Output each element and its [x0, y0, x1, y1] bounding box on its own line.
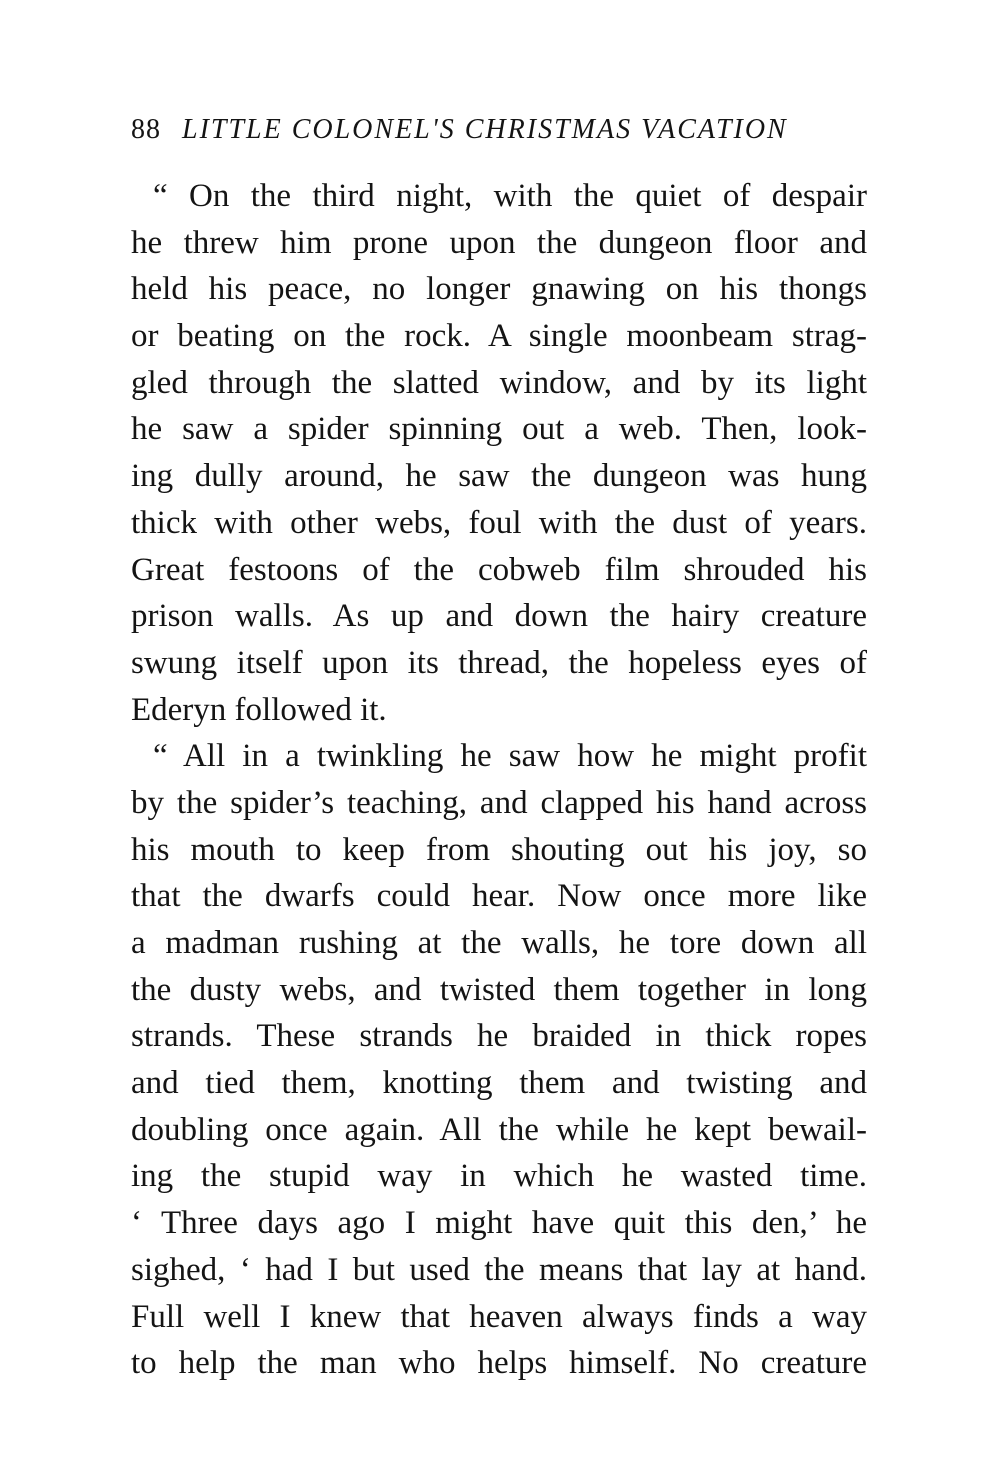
paragraph-2: [131, 733, 867, 1387]
text-line: Full well I knew that heaven always finds a way: [131, 1298, 867, 1335]
text-line: by the spider’s teaching, and clapped his hand across: [131, 784, 867, 821]
text-line: “ All in a twinkling he saw how he might profit: [153, 738, 867, 775]
page-number: 88: [131, 114, 161, 145]
text-line: and tied them, knotting them and twisting and: [131, 1065, 867, 1102]
text-line: held his peace, no longer gnawing on his thongs: [131, 271, 867, 308]
text-line: doubling once again. All the while he kept bewail-: [131, 1111, 867, 1148]
text-line: swung itself upon its thread, the hopeless eyes of: [131, 644, 867, 681]
text-line: his mouth to keep from shouting out his joy, so: [131, 831, 867, 868]
text-line: ‘ Three days ago I might have quit this den,’ he: [131, 1205, 867, 1242]
text-line: he saw a spider spinning out a web. Then, look-: [131, 411, 867, 448]
text-line: Great festoons of the cobweb film shrouded his: [131, 551, 867, 588]
running-title: LITTLE COLONEL'S CHRISTMAS VACATION: [182, 114, 788, 145]
text-line: a madman rushing at the walls, he tore down all: [131, 925, 867, 961]
paragraph-1: [131, 173, 867, 733]
text-line: or beating on the rock. A single moonbeam strag-: [131, 318, 867, 355]
text-line: to help the man who helps himself. No creature: [131, 1345, 867, 1382]
text-line: prison walls. As up and down the hairy creature: [131, 598, 867, 635]
running-head: [131, 110, 871, 150]
body-text: [131, 173, 867, 1387]
text-line: sighed, ‘ had I but used the means that lay at hand.: [131, 1251, 867, 1288]
text-line: ing dully around, he saw the dungeon was hung: [131, 458, 867, 495]
text-line: that the dwarfs could hear. Now once more like: [131, 878, 867, 915]
text-line: he threw him prone upon the dungeon floor and: [131, 224, 867, 261]
text-line: gled through the slatted window, and by its light: [131, 364, 867, 401]
text-line: strands. These strands he braided in thick ropes: [131, 1018, 867, 1055]
text-line: “ On the third night, with the quiet of despair: [153, 178, 867, 214]
text-line: ing the stupid way in which he wasted time.: [131, 1158, 867, 1195]
text-line: Ederyn followed it.: [131, 691, 387, 728]
text-line: the dusty webs, and twisted them together in long: [131, 971, 867, 1008]
text-line: thick with other webs, foul with the dust of years.: [131, 504, 867, 541]
